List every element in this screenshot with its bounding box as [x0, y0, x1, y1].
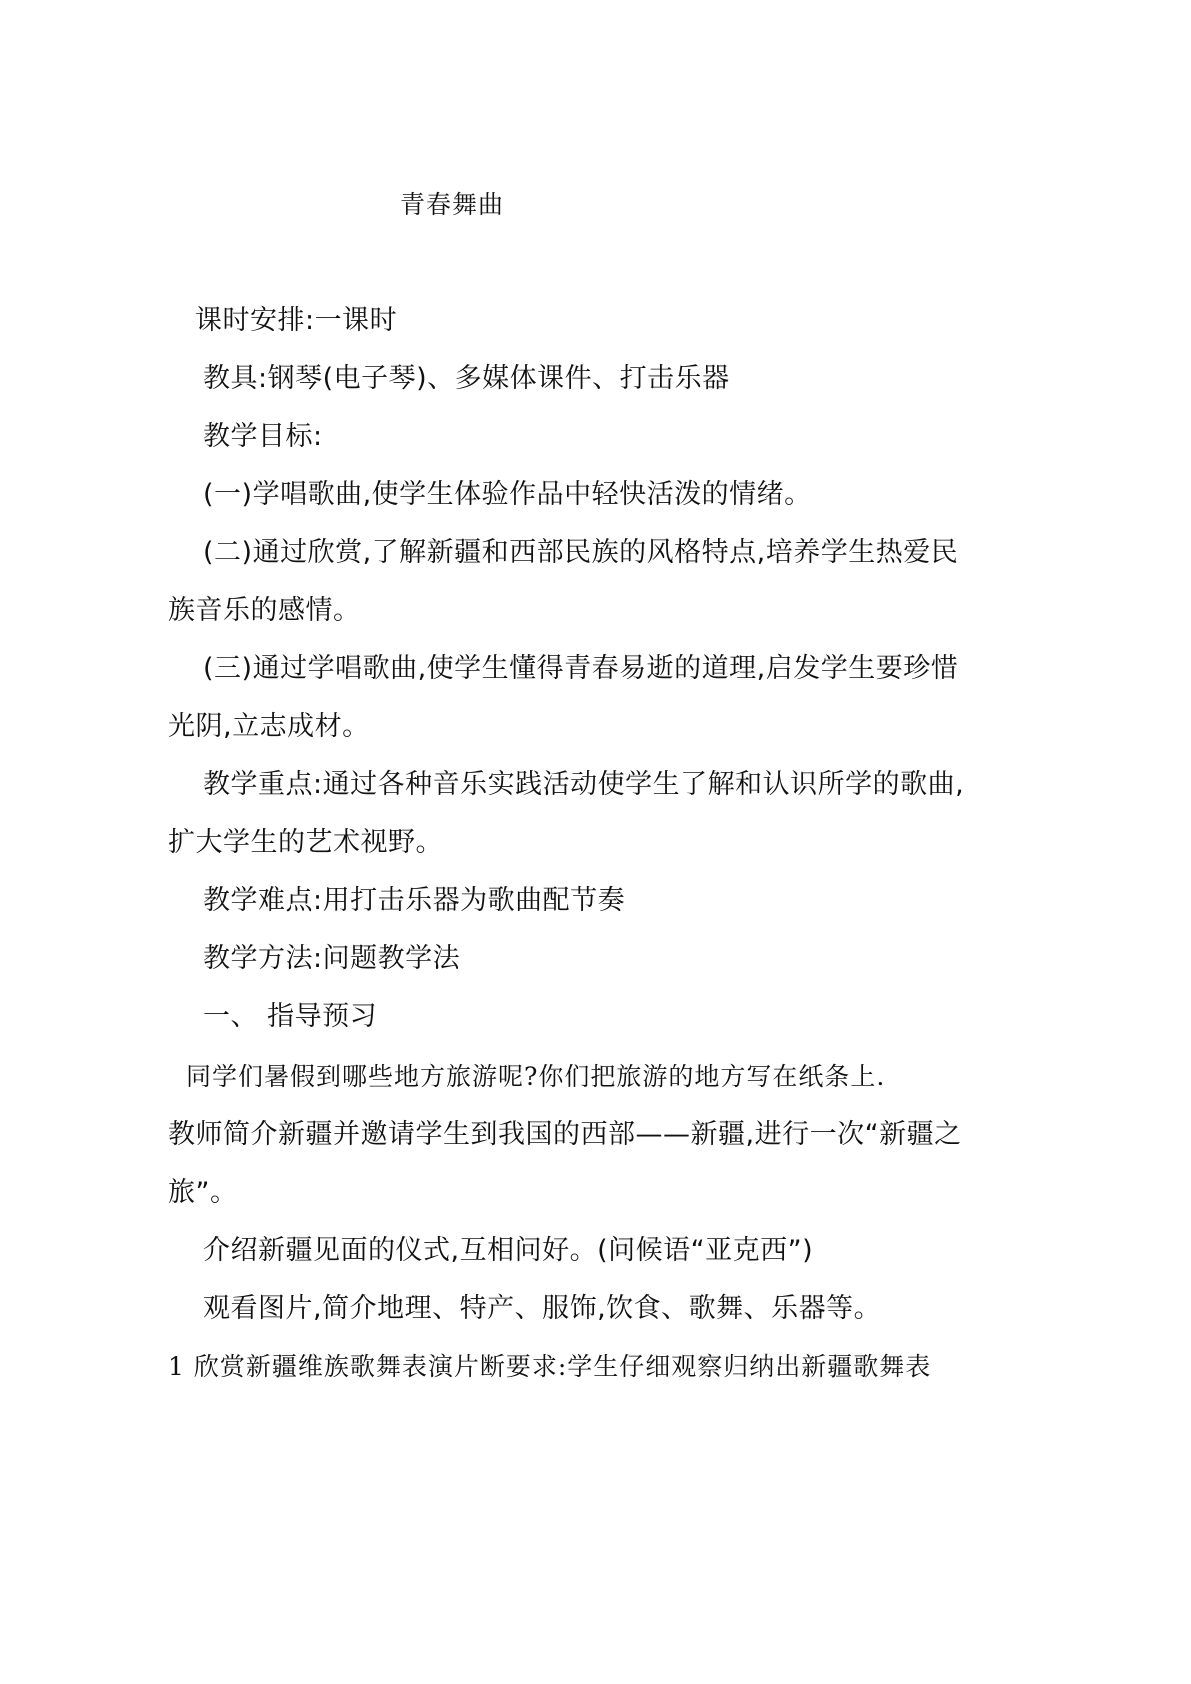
document-title: 青春舞曲 [400, 190, 505, 219]
objective-2-line-2: 族音乐的感情。 [168, 595, 361, 626]
teaching-aids: 教具:钢琴(电子琴)、多媒体课件、打击乐器 [203, 363, 730, 394]
lesson-schedule: 课时安排:一课时 [195, 305, 398, 336]
objective-2-line-1: (二)通过欣赏,了解新疆和西部民族的风格特点,培养学生热爱民 [203, 537, 959, 568]
appreciation-item-1: 1 欣赏新疆维族歌舞表演片断要求:学生仔细观察归纳出新疆歌舞表 [168, 1352, 932, 1381]
section-1-heading: 一、 指导预习 [203, 1001, 378, 1032]
greeting-ceremony: 介绍新疆见面的仪式,互相问好。(问候语“亚克西”) [203, 1235, 814, 1266]
key-points-line-2: 扩大学生的艺术视野。 [168, 827, 443, 858]
objective-3-line-1: (三)通过学唱歌曲,使学生懂得青春易逝的道理,启发学生要珍惜 [203, 653, 959, 684]
key-points-line-1: 教学重点:通过各种音乐实践活动使学生了解和认识所学的歌曲, [203, 769, 965, 800]
preview-question: 同学们暑假到哪些地方旅游呢?你们把旅游的地方写在纸条上. [186, 1062, 886, 1091]
view-pictures: 观看图片,简介地理、特产、服饰,饮食、歌舞、乐器等。 [203, 1293, 882, 1324]
difficult-points: 教学难点:用打击乐器为歌曲配节奏 [203, 885, 626, 916]
teaching-objectives-heading: 教学目标: [203, 421, 323, 452]
objective-1: (一)学唱歌曲,使学生体验作品中轻快活泼的情绪。 [203, 479, 812, 510]
teaching-method: 教学方法:问题教学法 [203, 943, 461, 974]
xinjiang-intro-line-2: 旅”。 [168, 1177, 238, 1208]
xinjiang-intro-line-1: 教师简介新疆并邀请学生到我国的西部——新疆,进行一次“新疆之 [168, 1119, 962, 1150]
objective-3-line-2: 光阴,立志成材。 [168, 711, 370, 742]
